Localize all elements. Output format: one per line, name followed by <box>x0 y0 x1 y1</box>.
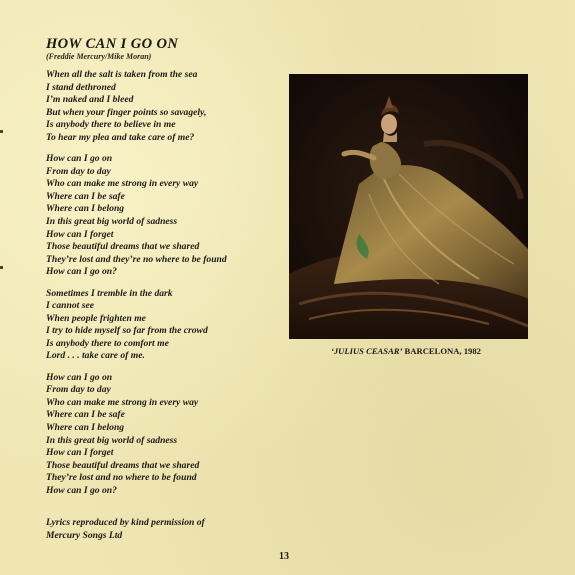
lyric-line: They’re lost and they’re no where to be found <box>46 253 227 265</box>
lyric-stanza <box>46 69 286 145</box>
lyric-line: Who can make me strong in every way <box>46 178 199 190</box>
lyric-line: How can I go on? <box>46 484 117 496</box>
lyric-line: Lord . . . take care of me. <box>46 350 145 362</box>
lyric-line: Who can make me strong in every way <box>46 396 199 408</box>
photo-caption <box>331 346 481 356</box>
caption-place: BARCELONA, 1982 <box>402 346 481 356</box>
lyric-stanza <box>46 153 286 279</box>
lyric-line: Those beautiful dreams that we shared <box>46 241 200 253</box>
photo-julius-caesar <box>289 74 528 339</box>
lyric-line: How can I forget <box>46 447 114 459</box>
lyrics-block <box>46 69 286 506</box>
lyric-line: When all the salt is taken from the sea <box>46 69 198 80</box>
photo-illustration <box>289 74 528 339</box>
lyric-line: To hear my plea and take care of me? <box>46 131 195 143</box>
permission-note <box>46 516 205 542</box>
songwriter-credits: (Freddie Mercury/Mike Moran) <box>46 52 152 61</box>
lyric-line: In this great big world of sadness <box>46 434 178 446</box>
lyric-line: Where can I belong <box>46 203 125 215</box>
song-title: HOW CAN I GO ON <box>46 36 179 52</box>
lyric-line: Where can I be safe <box>46 190 125 202</box>
permission-line: Mercury Songs Ltd <box>46 530 123 541</box>
page-edge-mark <box>0 266 3 269</box>
permission-line: Lyrics reproduced by kind permission of <box>46 517 205 528</box>
lyric-line: Sometimes I tremble in the dark <box>46 287 173 299</box>
lyric-line: I’m naked and I bleed <box>46 94 134 106</box>
lyric-line: When people frighten me <box>46 312 146 324</box>
lyric-line: Where can I belong <box>46 421 125 433</box>
lyric-line: They’re lost and no where to be found <box>46 472 197 484</box>
lyric-line: How can I go on <box>46 153 113 165</box>
lyric-line: I stand dethroned <box>46 81 116 93</box>
page-number: 13 <box>279 551 289 562</box>
lyric-line: How can I forget <box>46 228 114 240</box>
lyric-line: From day to day <box>46 384 111 396</box>
lyric-line: Is anybody there to comfort me <box>46 337 169 349</box>
lyric-line: In this great big world of sadness <box>46 216 178 228</box>
lyric-line: Where can I be safe <box>46 409 125 421</box>
lyric-line: How can I go on? <box>46 266 117 278</box>
lyric-line: I try to hide myself so far from the crowd <box>46 325 208 337</box>
lyric-line: From day to day <box>46 165 111 177</box>
lyric-stanza <box>46 288 286 364</box>
lyric-line: Those beautiful dreams that we shared <box>46 459 200 471</box>
lyric-line: Is anybody there to believe in me <box>46 119 176 131</box>
lyric-line: But when your finger points so savagely, <box>46 106 207 118</box>
lyric-line: I cannot see <box>46 300 94 312</box>
caption-title: ‘JULIUS CEASAR’ <box>331 346 403 356</box>
page-edge-mark <box>0 130 3 133</box>
lyric-stanza <box>46 372 286 498</box>
lyric-line: How can I go on <box>46 371 113 383</box>
